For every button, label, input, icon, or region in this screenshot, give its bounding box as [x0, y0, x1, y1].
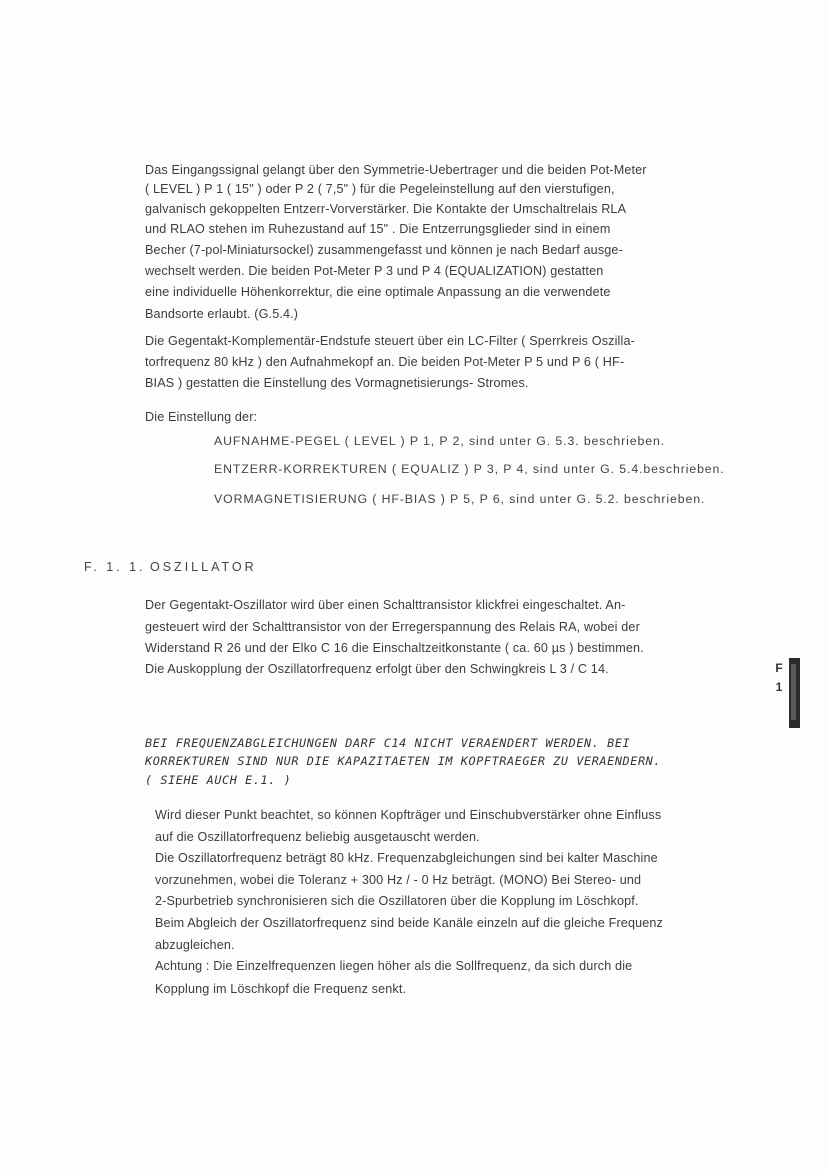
text-line: auf die Oszillatorfrequenz beliebig ausgetauscht werden.: [155, 830, 480, 844]
text-line: vorzunehmen, wobei die Toleranz + 300 Hz / - 0 Hz beträgt. (MONO) Bei Stereo- und: [155, 873, 642, 887]
einstellung-intro: Die Einstellung der:: [145, 410, 258, 424]
text-line: Die Gegentakt-Komplementär-Endstufe steuert über ein LC-Filter ( Sperrkreis Oszilla-: [145, 334, 635, 348]
text-line: gesteuert wird der Schalttransistor von der Erregerspannung des Relais RA, wobei der: [145, 620, 640, 634]
text-line: BIAS ) gestatten die Einstellung des Vormagnetisierungs- Stromes.: [145, 376, 529, 390]
text-line: Wird dieser Punkt beachtet, so können Kopfträger und Einschubverstärker ohne Einfluss: [155, 808, 662, 822]
text-line: Becher (7-pol-Miniatursockel) zusammengefasst und können je nach Bedarf ausge-: [145, 243, 623, 257]
text-line: 2-Spurbetrieb synchronisieren sich die Oszillatoren über die Kopplung im Löschkopf.: [155, 894, 639, 908]
page-tab-label: [773, 659, 785, 697]
section-title: OSZILLATOR: [150, 560, 257, 574]
text-line: ( LEVEL ) P 1 ( 15" ) oder P 2 ( 7,5" ) für die Pegeleinstellung auf den vierstufigen,: [145, 182, 615, 196]
text-line: wechselt werden. Die beiden Pot-Meter P 3 und P 4 (EQUALIZATION) gestatten: [145, 264, 604, 278]
text-line: Beim Abgleich der Oszillatorfrequenz sind beide Kanäle einzeln auf die gleiche Frequenz: [155, 916, 664, 930]
note-line: ( SIEHE AUCH E.1. ): [145, 773, 292, 787]
note-line: BEI FREQUENZABGLEICHUNGEN DARF C14 NICHT VERAENDERT WERDEN. BEI: [145, 736, 631, 750]
text-line: Das Eingangssignal gelangt über den Symmetrie-Uebertrager und die beiden Pot-Meter: [145, 163, 647, 177]
text-line: Die Auskopplung der Oszillatorfrequenz erfolgt über den Schwingkreis L 3 / C 14.: [145, 662, 609, 676]
page-tab-number: 1: [775, 680, 783, 694]
text-line: Der Gegentakt-Oszillator wird über einen Schalttransistor klickfrei eingeschaltet. An-: [145, 598, 626, 612]
text-line: Kopplung im Löschkopf die Frequenz senkt.: [155, 982, 407, 996]
page-tab-bar: [789, 658, 800, 728]
text-line: abzugleichen.: [155, 938, 235, 952]
text-line: und RLAO stehen im Ruhezustand auf 15" . Die Entzerrungsglieder sind in einem: [145, 222, 611, 236]
page-tab-letter: F: [775, 661, 783, 675]
section-number: F. 1. 1.: [84, 560, 146, 574]
text-line: galvanisch gekoppelten Entzerr-Vorverstärker. Die Kontakte der Umschaltrelais RLA: [145, 202, 627, 216]
list-item: ENTZERR-KORREKTUREN ( EQUALIZ ) P 3, P 4, sind unter G. 5.4.beschrieben.: [214, 462, 725, 476]
text-line: Achtung : Die Einzelfrequenzen liegen höher als die Sollfrequenz, da sich durch die: [155, 959, 633, 973]
list-item: AUFNAHME-PEGEL ( LEVEL ) P 1, P 2, sind unter G. 5.3. beschrieben.: [214, 434, 666, 448]
text-line: Bandsorte erlaubt. (G.5.4.): [145, 307, 299, 321]
text-line: eine individuelle Höhenkorrektur, die eine optimale Anpassung an die verwendete: [145, 285, 611, 299]
list-item: VORMAGNETISIERUNG ( HF-BIAS ) P 5, P 6, sind unter G. 5.2. beschrieben.: [214, 492, 706, 506]
text-line: torfrequenz 80 kHz ) den Aufnahmekopf an. Die beiden Pot-Meter P 5 und P 6 ( HF-: [145, 355, 625, 369]
note-line: KORREKTUREN SIND NUR DIE KAPAZITAETEN IM KOPFTRAEGER ZU VERAENDERN.: [145, 754, 662, 768]
text-line: Widerstand R 26 und der Elko C 16 die Einschaltzeitkonstante ( ca. 60 µs ) bestimmen.: [145, 641, 644, 655]
text-line: Die Oszillatorfrequenz beträgt 80 kHz. Frequenzabgleichungen sind bei kalter Maschine: [155, 851, 658, 865]
